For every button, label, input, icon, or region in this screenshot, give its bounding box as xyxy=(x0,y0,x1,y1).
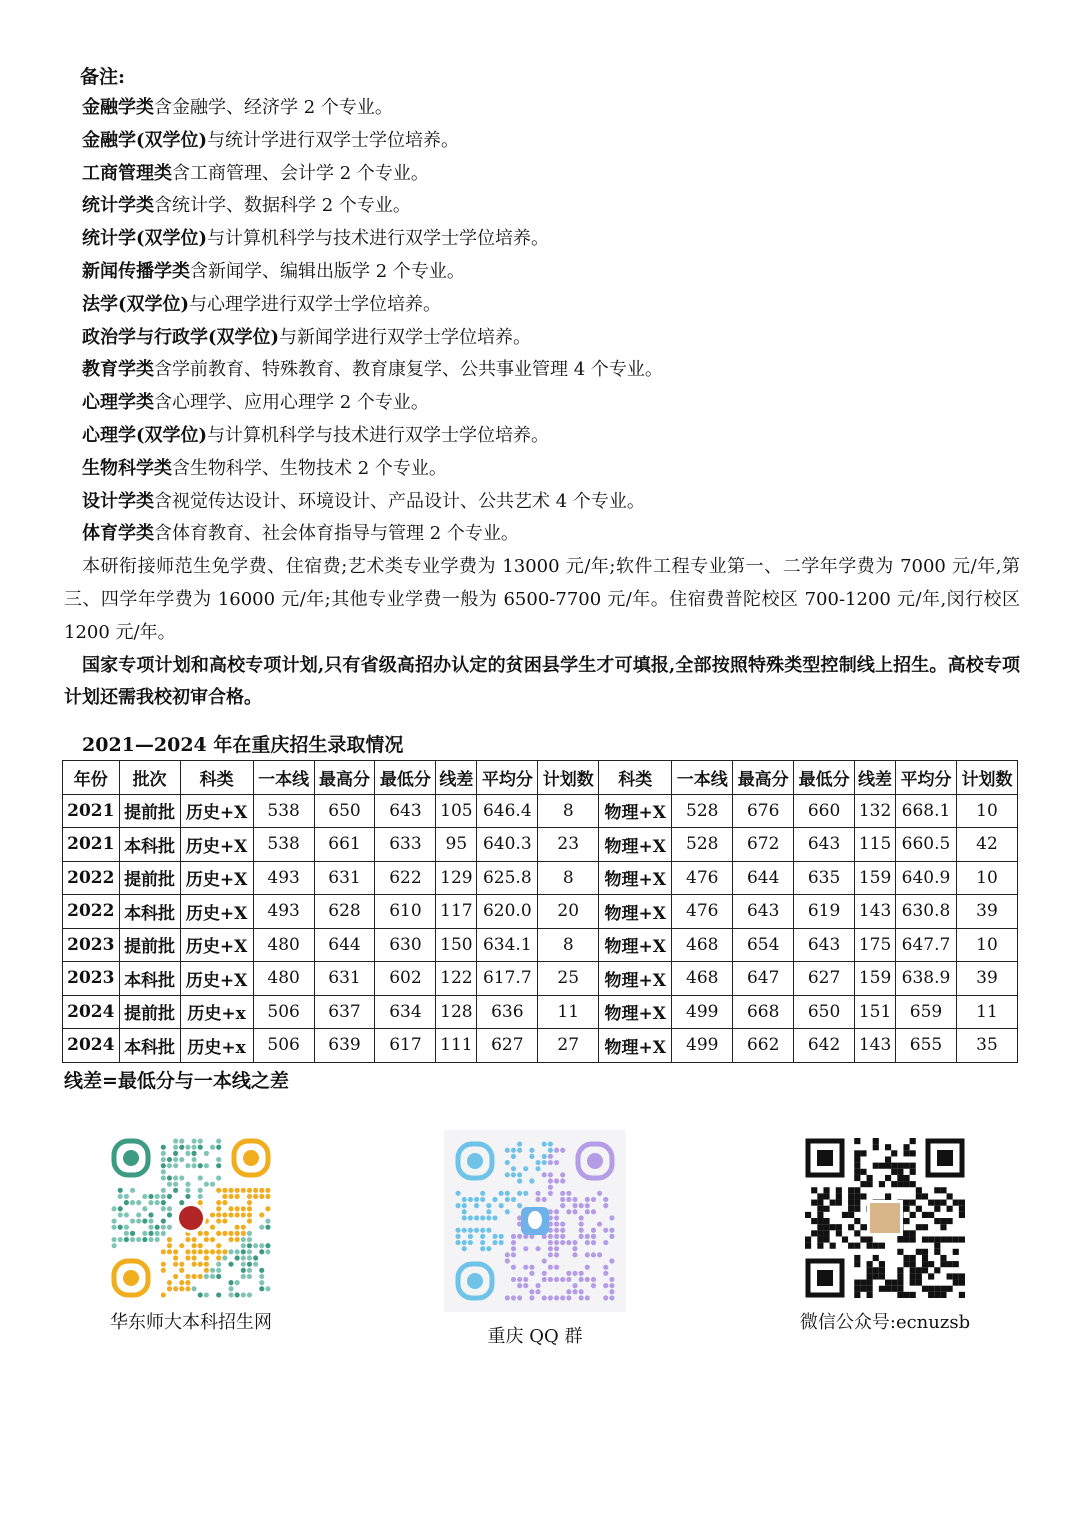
note-term: 统计学(双学位) xyxy=(82,228,208,250)
table-cell: 8 xyxy=(538,928,599,962)
table-cell: 历史+X xyxy=(180,895,253,929)
table-cell: 672 xyxy=(733,828,794,862)
special-plan-paragraph: 国家专项计划和高校专项计划,只有省级高招办认定的贫困县学生才可填报,全部按照特殊类型控制线上招生。高校专项计划还需我校初审合格。 xyxy=(64,654,1020,709)
table-cell: 物理+X xyxy=(599,861,672,895)
table-row xyxy=(63,962,1018,996)
column-header: 最高分 xyxy=(733,761,794,795)
table-cell: 2022 xyxy=(63,861,120,895)
table-cell: 643 xyxy=(733,895,794,929)
table-cell: 105 xyxy=(436,794,477,828)
note-description: 含心理学、应用心理学 2 个专业。 xyxy=(154,392,429,414)
table-cell: 646.4 xyxy=(477,794,538,828)
table-cell: 476 xyxy=(672,895,733,929)
table-row xyxy=(63,895,1018,929)
table-cell: 638.9 xyxy=(896,962,957,996)
table-cell: 660 xyxy=(794,794,855,828)
note-description: 与统计学进行双学士学位培养。 xyxy=(207,129,460,151)
table-cell: 620.0 xyxy=(477,895,538,929)
note-description: 与心理学进行双学士学位培养。 xyxy=(189,293,442,315)
table-cell: 627 xyxy=(477,1029,538,1063)
table-cell: 2023 xyxy=(63,962,120,996)
table-cell: 2022 xyxy=(63,895,120,929)
table-row xyxy=(63,794,1018,828)
table-cell: 物理+X xyxy=(599,962,672,996)
table-cell: 175 xyxy=(855,928,896,962)
note-item xyxy=(82,158,1020,191)
table-cell: 661 xyxy=(314,828,375,862)
table-cell: 提前批 xyxy=(119,928,180,962)
note-description: 与新闻学进行双学士学位培养。 xyxy=(279,326,532,348)
table-row xyxy=(63,861,1018,895)
table-cell: 499 xyxy=(672,995,733,1029)
table-cell: 150 xyxy=(436,928,477,962)
table-cell: 39 xyxy=(956,962,1017,996)
table-cell: 历史+x xyxy=(180,995,253,1029)
admission-table xyxy=(62,760,1018,1063)
table-row xyxy=(63,995,1018,1029)
table-cell: 634 xyxy=(375,995,436,1029)
table-cell: 650 xyxy=(794,995,855,1029)
table-cell: 538 xyxy=(253,828,314,862)
table-cell: 历史+X xyxy=(180,794,253,828)
table-cell: 644 xyxy=(314,928,375,962)
column-header: 计划数 xyxy=(956,761,1017,795)
table-cell: 610 xyxy=(375,895,436,929)
note-item xyxy=(82,486,1020,519)
table-cell: 物理+X xyxy=(599,995,672,1029)
note-description: 与计算机科学与技术进行双学士学位培养。 xyxy=(207,424,550,446)
note-description: 含体育教育、社会体育指导与管理 2 个专业。 xyxy=(154,523,519,545)
table-cell: 617.7 xyxy=(477,962,538,996)
column-header: 批次 xyxy=(119,761,180,795)
note-description: 含学前教育、特殊教育、教育康复学、公共事业管理 4 个专业。 xyxy=(154,359,663,381)
column-header: 最低分 xyxy=(794,761,855,795)
table-cell: 636 xyxy=(477,995,538,1029)
table-cell: 2023 xyxy=(63,928,120,962)
note-term: 生物科学类 xyxy=(82,457,172,479)
note-item xyxy=(82,354,1020,387)
table-cell: 528 xyxy=(672,794,733,828)
table-cell: 27 xyxy=(538,1029,599,1063)
note-term: 法学(双学位) xyxy=(82,293,190,315)
table-cell: 10 xyxy=(956,794,1017,828)
table-cell: 538 xyxy=(253,794,314,828)
note-description: 与计算机科学与技术进行双学士学位培养。 xyxy=(207,228,550,250)
table-cell: 42 xyxy=(956,828,1017,862)
note-description: 含金融学、经济学 2 个专业。 xyxy=(154,97,393,118)
note-term: 工商管理类 xyxy=(82,162,172,184)
table-cell: 640.9 xyxy=(896,861,957,895)
table-cell: 654 xyxy=(733,928,794,962)
table-cell: 506 xyxy=(253,995,314,1029)
qr-block-qq-group xyxy=(440,1130,630,1348)
table-cell: 本科批 xyxy=(119,895,180,929)
table-cell: 468 xyxy=(672,928,733,962)
table-cell: 159 xyxy=(855,861,896,895)
note-item xyxy=(82,125,1020,158)
table-cell: 643 xyxy=(375,794,436,828)
note-item xyxy=(82,223,1020,256)
table-cell: 159 xyxy=(855,962,896,996)
column-header: 一本线 xyxy=(253,761,314,795)
note-description: 含工商管理、会计学 2 个专业。 xyxy=(172,162,429,184)
table-cell: 660.5 xyxy=(896,828,957,862)
qr-block-wechat xyxy=(790,1138,980,1334)
table-cell: 640.3 xyxy=(477,828,538,862)
table-cell: 635 xyxy=(794,861,855,895)
qr-background xyxy=(444,1130,626,1312)
table-cell: 115 xyxy=(855,828,896,862)
qr-block-website xyxy=(96,1138,286,1334)
table-cell: 634.1 xyxy=(477,928,538,962)
table-cell: 662 xyxy=(733,1029,794,1063)
note-term: 政治学与行政学(双学位) xyxy=(82,326,280,348)
table-cell: 39 xyxy=(956,895,1017,929)
table-cell: 129 xyxy=(436,861,477,895)
table-title: 2021—2024 年在重庆招生录取情况 xyxy=(82,734,404,756)
note-item xyxy=(82,92,1020,125)
table-cell: 628 xyxy=(314,895,375,929)
qr-caption-qq-group: 重庆 QQ 群 xyxy=(487,1326,583,1347)
qr-code-icon xyxy=(111,1138,271,1298)
table-cell: 提前批 xyxy=(119,995,180,1029)
table-footnote: 线差=最低分与一本线之差 xyxy=(64,1070,289,1092)
table-cell: 627 xyxy=(794,962,855,996)
table-body xyxy=(63,794,1018,1062)
table-cell: 11 xyxy=(956,995,1017,1029)
note-term: 设计学类 xyxy=(82,490,154,512)
column-header: 科类 xyxy=(599,761,672,795)
column-header: 最低分 xyxy=(375,761,436,795)
table-cell: 2024 xyxy=(63,1029,120,1063)
qr-caption-website: 华东师大本科招生网 xyxy=(110,1312,272,1333)
table-cell: 历史+X xyxy=(180,962,253,996)
column-header: 一本线 xyxy=(672,761,733,795)
qr-code-icon xyxy=(455,1141,615,1301)
table-cell: 630.8 xyxy=(896,895,957,929)
table-cell: 476 xyxy=(672,861,733,895)
table-cell: 650 xyxy=(314,794,375,828)
qr-caption-wechat: 微信公众号:ecnuzsb xyxy=(799,1312,971,1333)
table-row xyxy=(63,1029,1018,1063)
column-header: 平均分 xyxy=(477,761,538,795)
column-header: 计划数 xyxy=(538,761,599,795)
table-cell: 619 xyxy=(794,895,855,929)
table-cell: 602 xyxy=(375,962,436,996)
table-cell: 676 xyxy=(733,794,794,828)
table-cell: 历史+X xyxy=(180,928,253,962)
table-cell: 643 xyxy=(794,928,855,962)
table-cell: 617 xyxy=(375,1029,436,1063)
notes-section xyxy=(64,62,1020,715)
note-term: 心理学(双学位) xyxy=(82,424,208,446)
column-header: 最高分 xyxy=(314,761,375,795)
table-cell: 143 xyxy=(855,1029,896,1063)
table-cell: 10 xyxy=(956,861,1017,895)
table-cell: 111 xyxy=(436,1029,477,1063)
table-cell: 528 xyxy=(672,828,733,862)
table-cell: 本科批 xyxy=(119,828,180,862)
table-cell: 物理+X xyxy=(599,928,672,962)
table-cell: 506 xyxy=(253,1029,314,1063)
column-header: 年份 xyxy=(63,761,120,795)
column-header: 线差 xyxy=(855,761,896,795)
table-cell: 95 xyxy=(436,828,477,862)
table-cell: 132 xyxy=(855,794,896,828)
table-cell: 2021 xyxy=(63,828,120,862)
note-term: 金融学类 xyxy=(82,97,154,118)
fees-paragraph: 本研衔接师范生免学费、住宿费;艺术类专业学费为 13000 元/年;软件工程专业第一、二学年学费为 7000 元/年,第三、四学年学费为 16000 元/年;其他专业学费一般为 6500-7700 元/年。住宿费普陀校区 700-1200 元/年,闵行校区 1200 元/年。 xyxy=(64,556,1020,643)
table-cell: 633 xyxy=(375,828,436,862)
table-cell: 122 xyxy=(436,962,477,996)
note-description: 含新闻学、编辑出版学 2 个专业。 xyxy=(190,260,465,282)
note-item xyxy=(82,256,1020,289)
table-cell: 8 xyxy=(538,794,599,828)
table-cell: 642 xyxy=(794,1029,855,1063)
table-cell: 历史+X xyxy=(180,828,253,862)
table-cell: 2021 xyxy=(63,794,120,828)
table-cell: 630 xyxy=(375,928,436,962)
table-cell: 647 xyxy=(733,962,794,996)
note-item xyxy=(82,387,1020,420)
table-cell: 480 xyxy=(253,962,314,996)
table-cell: 480 xyxy=(253,928,314,962)
table-cell: 643 xyxy=(794,828,855,862)
table-cell: 631 xyxy=(314,861,375,895)
note-item xyxy=(82,518,1020,551)
table-cell: 物理+X xyxy=(599,895,672,929)
table-cell: 本科批 xyxy=(119,962,180,996)
note-item xyxy=(82,420,1020,453)
notes-list xyxy=(64,92,1020,551)
table-cell: 物理+X xyxy=(599,794,672,828)
table-cell: 151 xyxy=(855,995,896,1029)
table-cell: 655 xyxy=(896,1029,957,1063)
note-description: 含统计学、数据科学 2 个专业。 xyxy=(154,195,411,217)
table-cell: 622 xyxy=(375,861,436,895)
table-cell: 128 xyxy=(436,995,477,1029)
table-cell: 历史+x xyxy=(180,1029,253,1063)
note-item xyxy=(82,453,1020,486)
note-term: 心理学类 xyxy=(82,392,154,414)
table-cell: 本科批 xyxy=(119,1029,180,1063)
note-description: 含生物科学、生物技术 2 个专业。 xyxy=(172,457,447,479)
note-term: 教育学类 xyxy=(82,359,154,381)
column-header: 科类 xyxy=(180,761,253,795)
table-cell: 8 xyxy=(538,861,599,895)
table-header-row xyxy=(63,761,1018,795)
column-header: 线差 xyxy=(436,761,477,795)
note-term: 体育学类 xyxy=(82,523,154,545)
table-cell: 644 xyxy=(733,861,794,895)
table-cell: 639 xyxy=(314,1029,375,1063)
table-cell: 499 xyxy=(672,1029,733,1063)
note-description: 含视觉传达设计、环境设计、产品设计、公共艺术 4 个专业。 xyxy=(154,490,645,512)
table-cell: 493 xyxy=(253,895,314,929)
note-term: 新闻传播学类 xyxy=(82,260,190,282)
table-cell: 637 xyxy=(314,995,375,1029)
table-cell: 35 xyxy=(956,1029,1017,1063)
table-cell: 117 xyxy=(436,895,477,929)
table-cell: 668 xyxy=(733,995,794,1029)
table-cell: 668.1 xyxy=(896,794,957,828)
table-cell: 提前批 xyxy=(119,794,180,828)
table-row xyxy=(63,928,1018,962)
note-item xyxy=(82,190,1020,223)
table-cell: 2024 xyxy=(63,995,120,1029)
table-cell: 25 xyxy=(538,962,599,996)
table-cell: 物理+X xyxy=(599,1029,672,1063)
notes-heading: 备注: xyxy=(80,66,126,88)
note-term: 统计学类 xyxy=(82,195,154,217)
table-cell: 11 xyxy=(538,995,599,1029)
table-cell: 631 xyxy=(314,962,375,996)
table-cell: 625.8 xyxy=(477,861,538,895)
table-cell: 493 xyxy=(253,861,314,895)
note-term: 金融学(双学位) xyxy=(82,129,208,151)
table-cell: 647.7 xyxy=(896,928,957,962)
table-cell: 23 xyxy=(538,828,599,862)
table-cell: 10 xyxy=(956,928,1017,962)
table-cell: 物理+X xyxy=(599,828,672,862)
note-item xyxy=(82,322,1020,355)
table-cell: 143 xyxy=(855,895,896,929)
table-cell: 历史+X xyxy=(180,861,253,895)
note-item xyxy=(82,289,1020,322)
table-cell: 提前批 xyxy=(119,861,180,895)
table-cell: 659 xyxy=(896,995,957,1029)
table-cell: 20 xyxy=(538,895,599,929)
column-header: 平均分 xyxy=(896,761,957,795)
table-cell: 468 xyxy=(672,962,733,996)
qr-code-icon xyxy=(805,1138,965,1298)
table-row xyxy=(63,828,1018,862)
